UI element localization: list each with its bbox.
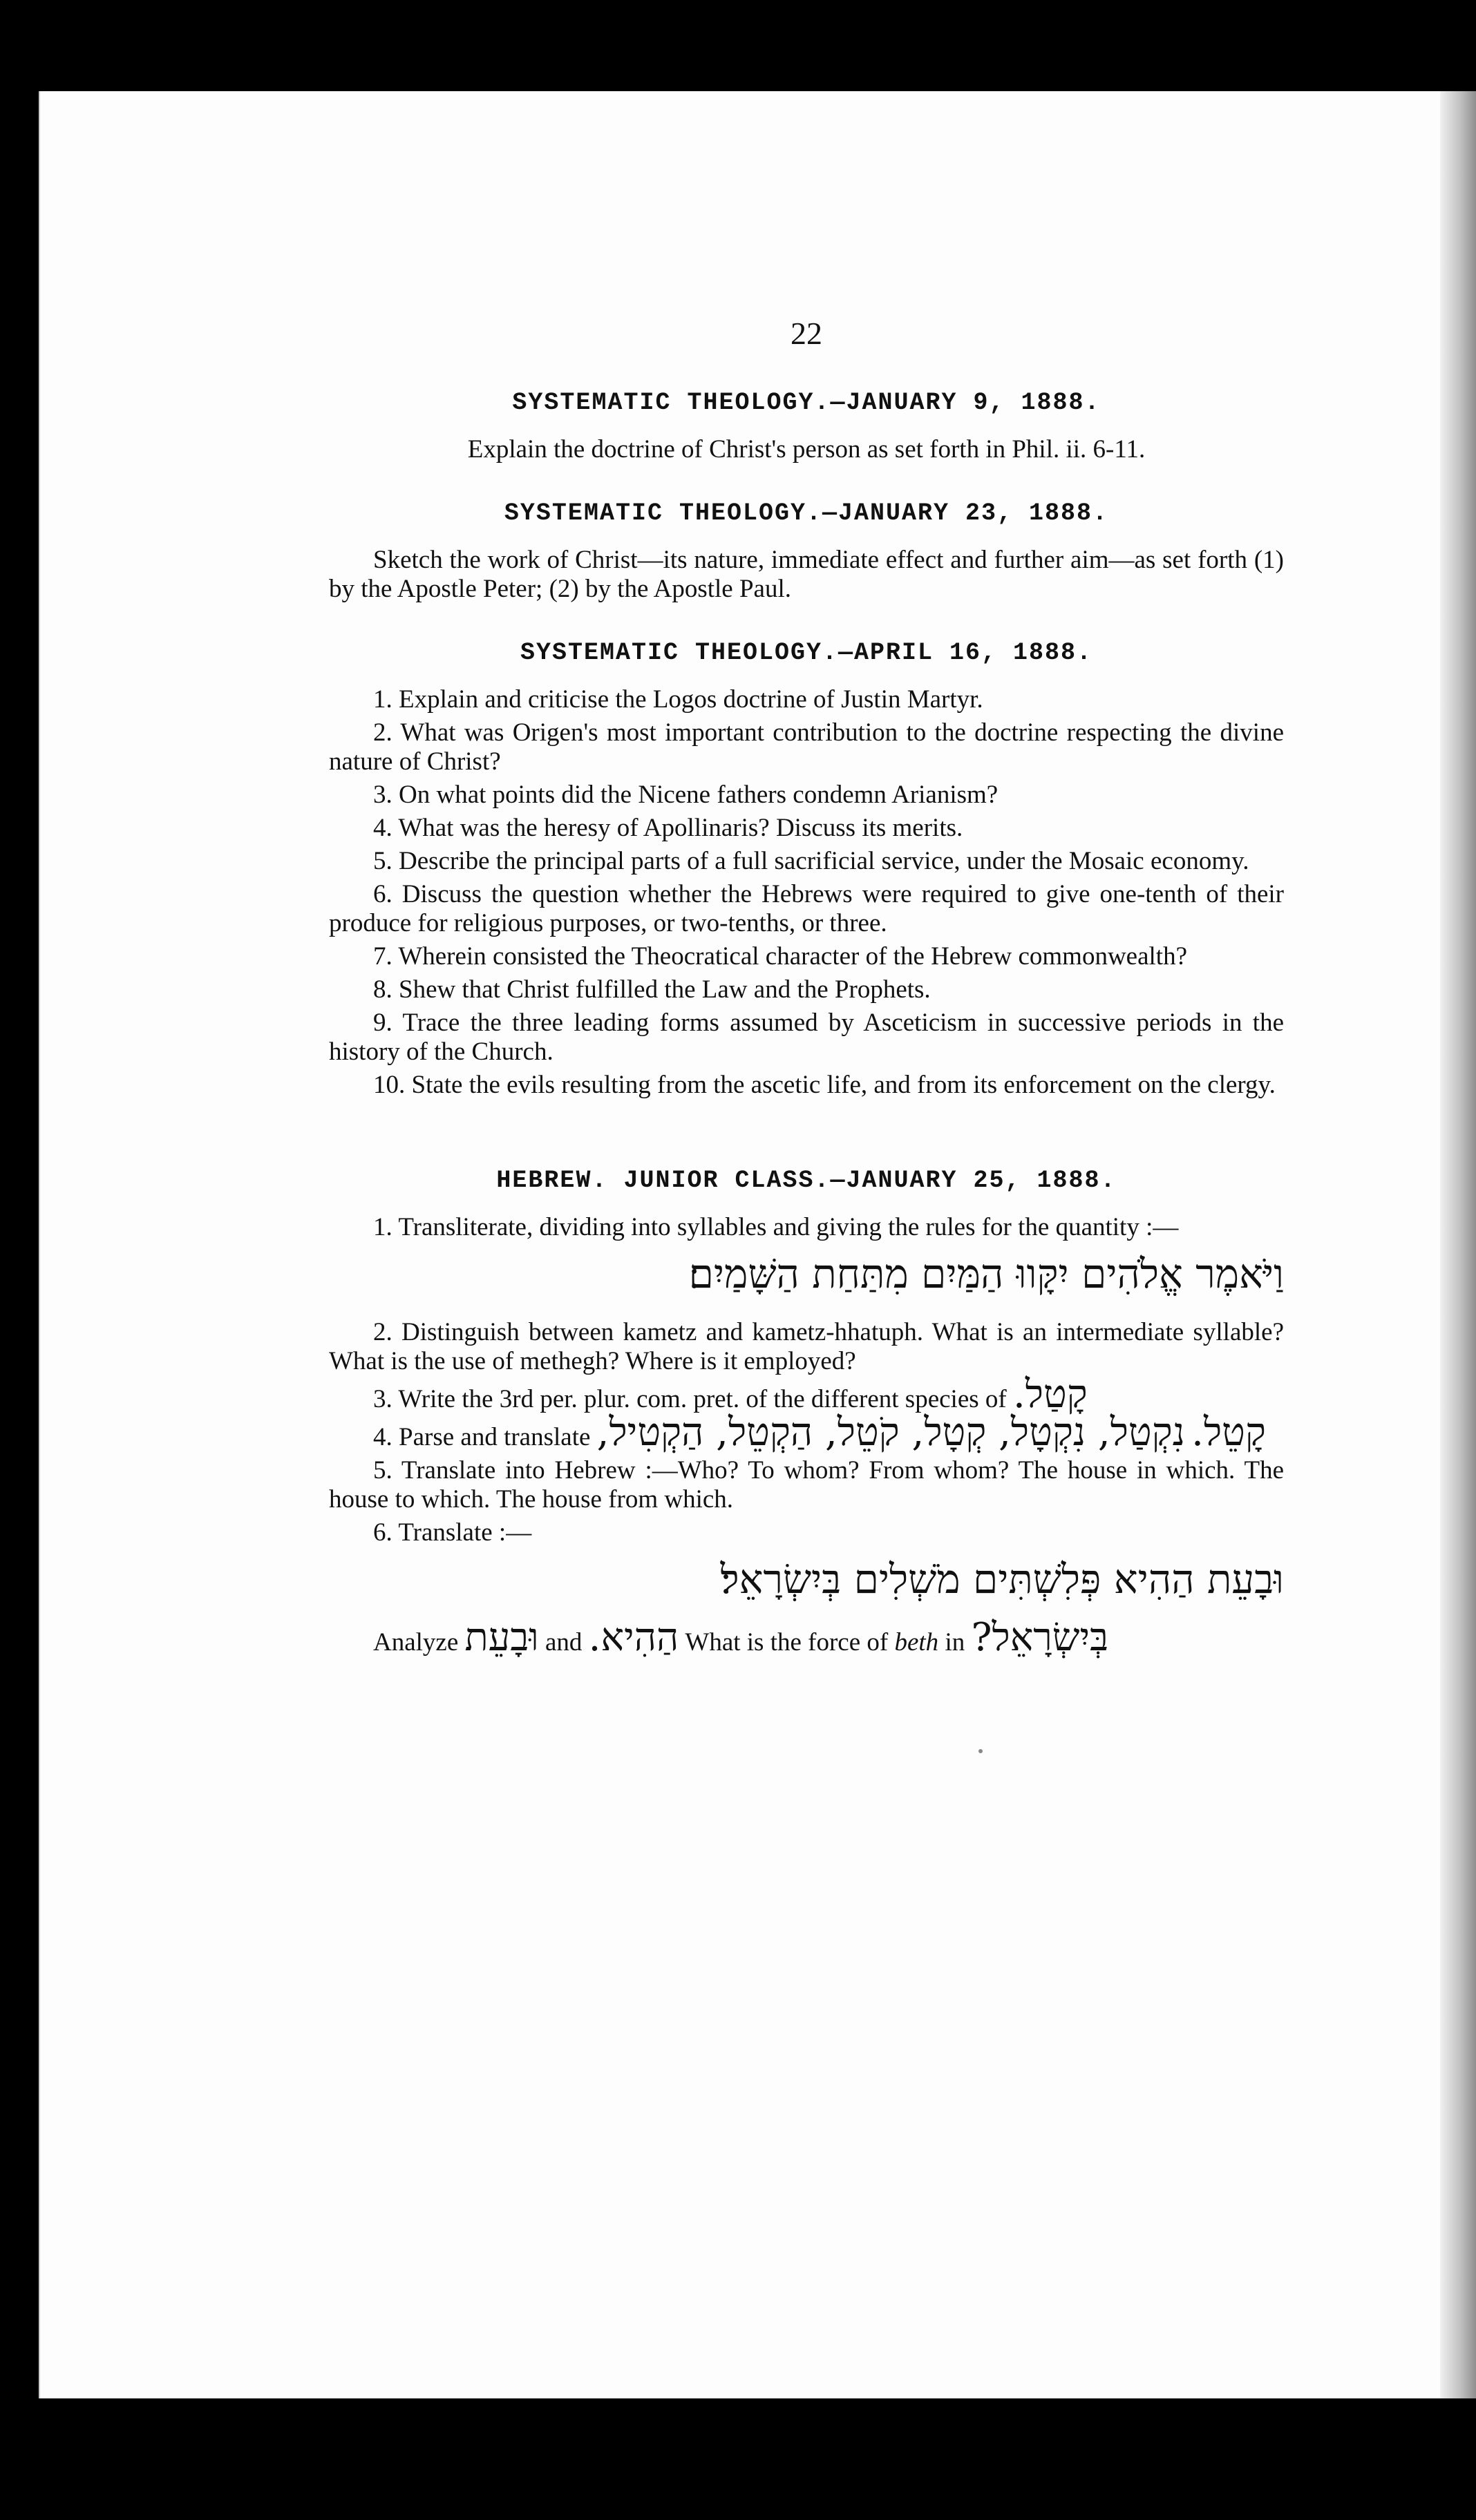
question-7: 7. Wherein consisted the Theocratical character of the Hebrew commonwealth?	[373, 942, 1188, 971]
hebrew-section-heading: HEBREW. JUNIOR CLASS.—JANUARY 25, 1888.	[496, 1167, 1117, 1194]
section-heading-2: SYSTEMATIC THEOLOGY.—JANUARY 23, 1888.	[504, 499, 1109, 527]
question-9: 9. Trace the three leading forms assumed by Asceticism in successive periods in the history of the Church.	[329, 1009, 1284, 1066]
hebrew-analyze-word-3: בְּיִשְׂרָאֵל?	[971, 1615, 1109, 1660]
hebrew-analyze-word-2: הַהִיא.	[588, 1615, 679, 1660]
hebrew-question-3	[329, 1372, 1284, 1417]
speck	[978, 1749, 983, 1753]
question-2: 2. What was Origen's most important contribution to the doctrine respecting the divine nature of Christ?	[329, 718, 1284, 776]
hebrew-question-6: 6. Translate :—	[373, 1518, 532, 1547]
hebrew-word-q3: קָטַל.	[1012, 1372, 1088, 1417]
hebrew-words-q4: נִקְטַל, נִקְטָל, קְטָל, קֹטֵל, הַקְטֵל, הַקְטִיל,	[596, 1410, 1185, 1455]
document-page	[39, 91, 1476, 2398]
hebrew-question-5: 5. Translate into Hebrew :—Who? To whom? From whom? The house in which. The house to which. The house from which.	[329, 1456, 1284, 1514]
hebrew-question-1: 1. Transliterate, dividing into syllables and giving the rules for the quantity :—	[373, 1213, 1179, 1241]
hebrew-question-4-text: 4. Parse and translate	[373, 1423, 591, 1451]
hebrew-text-q6: וּבָעֵת הַהִיא פְּלִשְׁתִּים מֹשְׁלִים בְּיִשְׂרָאֵל׃	[720, 1556, 1284, 1603]
hebrew-word-q4-end: קָטֵל.	[1191, 1410, 1266, 1455]
hebrew-question-2: 2. Distinguish between kametz and kametz-hhatuph. What is an intermediate syllable? What is the use of methegh? Where is it employed?	[329, 1318, 1284, 1375]
hebrew-question-3-text: 3. Write the 3rd per. plur. com. pret. of the different species of	[373, 1385, 1007, 1413]
hebrew-analyze-word-1: וּבָעֵת	[464, 1615, 539, 1660]
question-8: 8. Shew that Christ fulfilled the Law and the Prophets.	[373, 975, 931, 1004]
analyze-in: in	[945, 1628, 965, 1657]
question-6: 6. Discuss the question whether the Hebrews were required to give one-tenth of their produce for religious purposes, or two-tenths, or three.	[329, 880, 1284, 937]
page-edge-shadow	[1440, 91, 1476, 2398]
hebrew-text-q1: וַיֹּאמֶר אֱלֹהִים יִקָּווּ הַמַּיִם מִתַּחַת הַשָּׁמַיִם׃	[688, 1250, 1284, 1297]
hebrew-question-4	[329, 1410, 1284, 1455]
analyze-mid: What is the force of	[685, 1628, 889, 1657]
question-4: 4. What was the heresy of Apollinaris? Discuss its merits.	[373, 814, 963, 842]
page-number: 22	[791, 316, 822, 351]
question-1: 1. Explain and criticise the Logos doctrine of Justin Martyr.	[373, 685, 983, 714]
analyze-prefix: Analyze	[373, 1628, 459, 1657]
section-heading-1: SYSTEMATIC THEOLOGY.—JANUARY 9, 1888.	[512, 389, 1101, 417]
page-content	[329, 316, 1284, 1660]
section-text-2: Sketch the work of Christ—its nature, immediate effect and further aim—as set forth (1) by the Apostle Peter; (2) by the Apostle Paul.	[329, 546, 1284, 603]
hebrew-analyze-line	[329, 1615, 1284, 1660]
analyze-and: and	[545, 1628, 583, 1657]
question-3: 3. On what points did the Nicene fathers condemn Arianism?	[373, 781, 999, 809]
section-text-1: Explain the doctrine of Christ's person as set forth in Phil. ii. 6-11.	[467, 435, 1146, 464]
question-5: 5. Describe the principal parts of a full sacrificial service, under the Mosaic economy.	[373, 847, 1249, 875]
section-heading-3: SYSTEMATIC THEOLOGY.—APRIL 16, 1888.	[520, 639, 1093, 667]
analyze-italic-beth: beth	[894, 1628, 939, 1657]
question-10: 10. State the evils resulting from the ascetic life, and from its enforcement on the clergy.	[373, 1071, 1276, 1099]
